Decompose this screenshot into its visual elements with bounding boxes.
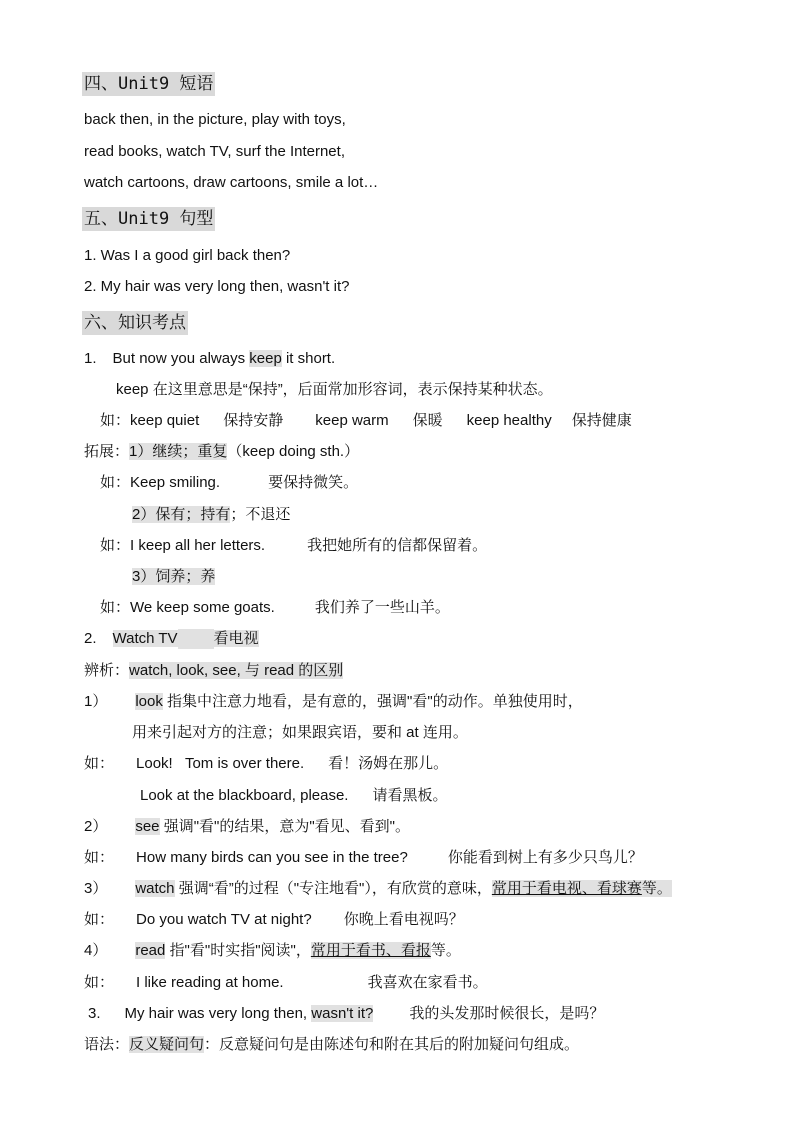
look-desc: 指集中注意力地看，是有意的，强调"看"的动作。单独使用时， [162, 693, 583, 710]
see-example [84, 848, 643, 868]
look-example-2 [140, 786, 448, 806]
example-en: Keep smiling. [130, 474, 221, 491]
example-zh: 保暖 [412, 412, 443, 429]
example-zh: 我们养了一些山羊。 [314, 599, 450, 616]
extension-meaning-1: 1）继续；重复 [129, 443, 228, 460]
example-en: How many birds can you see in the tree? [136, 849, 408, 866]
extension-meaning-2-hl: 2）保有；持有 [132, 506, 231, 523]
watch-item [84, 879, 672, 899]
example-zh: 要保持微笑。 [268, 474, 359, 491]
example-zh: 我把她所有的信都保留着。 [307, 537, 488, 554]
section-heading-5: 五、Unit9 句型 [84, 209, 214, 229]
extension-note: （keep doing sth.） [227, 443, 360, 460]
example-label: 如： [84, 755, 115, 772]
highlight-look: look [135, 693, 163, 710]
extension-meaning-3-hl: 3）饲养；养 [132, 568, 216, 585]
point-3-zh: 我的头发那时候很长，是吗？ [409, 1005, 605, 1022]
item-number: 1） [84, 693, 108, 710]
example-zh: 我喜欢在家看书。 [367, 974, 488, 991]
grammar-line [84, 1035, 579, 1055]
example-label: 如： [84, 849, 115, 866]
point-2-zh: 看电视 [213, 630, 259, 647]
example-label: 如： [100, 599, 131, 616]
keep-examples [100, 411, 632, 431]
example-en: Look! Tom is over there. [136, 755, 305, 772]
phrase-line-3: watch cartoons, draw cartoons, smile a lot… [84, 174, 379, 191]
phrase-line-1: back then, in the picture, play with toys, [84, 111, 346, 128]
example-en: Do you watch TV at night? [136, 911, 312, 928]
example-zh: 你能看到树上有多少只鸟儿？ [447, 849, 643, 866]
read-item [84, 941, 461, 961]
distinction-topic: watch, look, see, 与 read 的区别 [129, 662, 344, 679]
look-example-1 [84, 754, 448, 774]
see-desc: 强调"看"的结果，意为"看见、看到"。 [159, 818, 410, 835]
highlight-watch: watch [135, 880, 175, 897]
example-en: I like reading at home. [136, 974, 284, 991]
highlight-tag-question: 反义疑问句 [129, 1036, 205, 1053]
example-label: 如： [100, 412, 131, 429]
point-2 [84, 629, 259, 649]
item-number: 3） [84, 880, 108, 897]
look-item [84, 692, 583, 712]
extension-example-1 [100, 473, 358, 493]
example-zh: 你晚上看电视吗？ [343, 911, 464, 928]
read-example [84, 973, 488, 993]
point-number: 2. [84, 630, 97, 647]
example-en: keep warm [315, 412, 389, 429]
example-en: I keep all her letters. [130, 537, 266, 554]
example-en: keep healthy [466, 412, 552, 429]
keep-explanation: keep 在这里意思是“保持”，后面常加形容词，表示保持某种状态。 [116, 381, 553, 398]
sentence-2: 2. My hair was very long then, wasn't it? [84, 278, 350, 295]
item-number: 4） [84, 942, 108, 959]
section-heading-4: 四、Unit9 短语 [84, 74, 214, 94]
item-number: 2） [84, 818, 108, 835]
grammar-desc: ：反意疑问句是由陈述句和附在其后的附加疑问句组成。 [204, 1036, 580, 1053]
example-en: keep quiet [130, 412, 200, 429]
look-desc-cont: 用来引起对方的注意；如果跟宾语，要和 at 连用。 [132, 724, 468, 741]
sentence-1: 1. Was I a good girl back then? [84, 247, 291, 264]
point-number: 1. [84, 350, 97, 367]
extension-meaning-3 [132, 567, 215, 587]
example-zh: 请看黑板。 [372, 787, 448, 804]
point-3 [88, 1004, 604, 1024]
example-label: 如： [84, 911, 115, 928]
point-text: My hair was very long then, [124, 1005, 312, 1022]
highlight-see: see [135, 818, 160, 835]
read-usage: 常用于看书、看报 [310, 942, 431, 959]
highlight-keep: keep [249, 350, 282, 367]
example-zh: 保持健康 [571, 412, 632, 429]
phrase-line-2: read books, watch TV, surf the Internet, [84, 143, 345, 160]
highlight-read: read [135, 942, 166, 959]
example-label: 如： [100, 537, 131, 554]
example-label: 如： [84, 974, 115, 991]
highlight-wasnt-it: wasn't it? [311, 1005, 374, 1022]
see-item [84, 817, 410, 837]
extension-label: 拓展： [84, 443, 130, 460]
watch-usage: 常用于看电视、看球赛 [491, 880, 642, 897]
example-zh: 保持安静 [223, 412, 284, 429]
read-desc: 指"看"时实指"阅读"， [165, 942, 311, 959]
point-text: But now you always [112, 350, 250, 367]
example-en: Look at the blackboard, please. [140, 787, 349, 804]
example-label: 如： [100, 474, 131, 491]
extension-meaning-2-rest: ；不退还 [230, 506, 291, 523]
read-end: 等。 [430, 942, 461, 959]
section-heading-6: 六、知识考点 [84, 313, 186, 333]
example-zh: 看！汤姆在那儿。 [328, 755, 449, 772]
extension-example-2 [100, 536, 487, 556]
distinction-heading [84, 661, 343, 681]
extension-example-3 [100, 598, 450, 618]
watch-desc: 强调“看”的过程（"专注地看"），有欣赏的意味， [174, 880, 492, 897]
grammar-label: 语法： [84, 1036, 130, 1053]
point-number: 3. [88, 1005, 101, 1022]
extension-heading [84, 442, 359, 462]
point-text-end: it short. [281, 350, 336, 367]
watch-end: 等。 [641, 880, 672, 897]
point-1 [84, 349, 335, 369]
watch-example [84, 910, 464, 930]
distinction-label: 辨析： [84, 662, 130, 679]
example-en: We keep some goats. [130, 599, 275, 616]
extension-meaning-2 [132, 505, 290, 525]
highlight-watch-tv: Watch TV [112, 630, 178, 647]
